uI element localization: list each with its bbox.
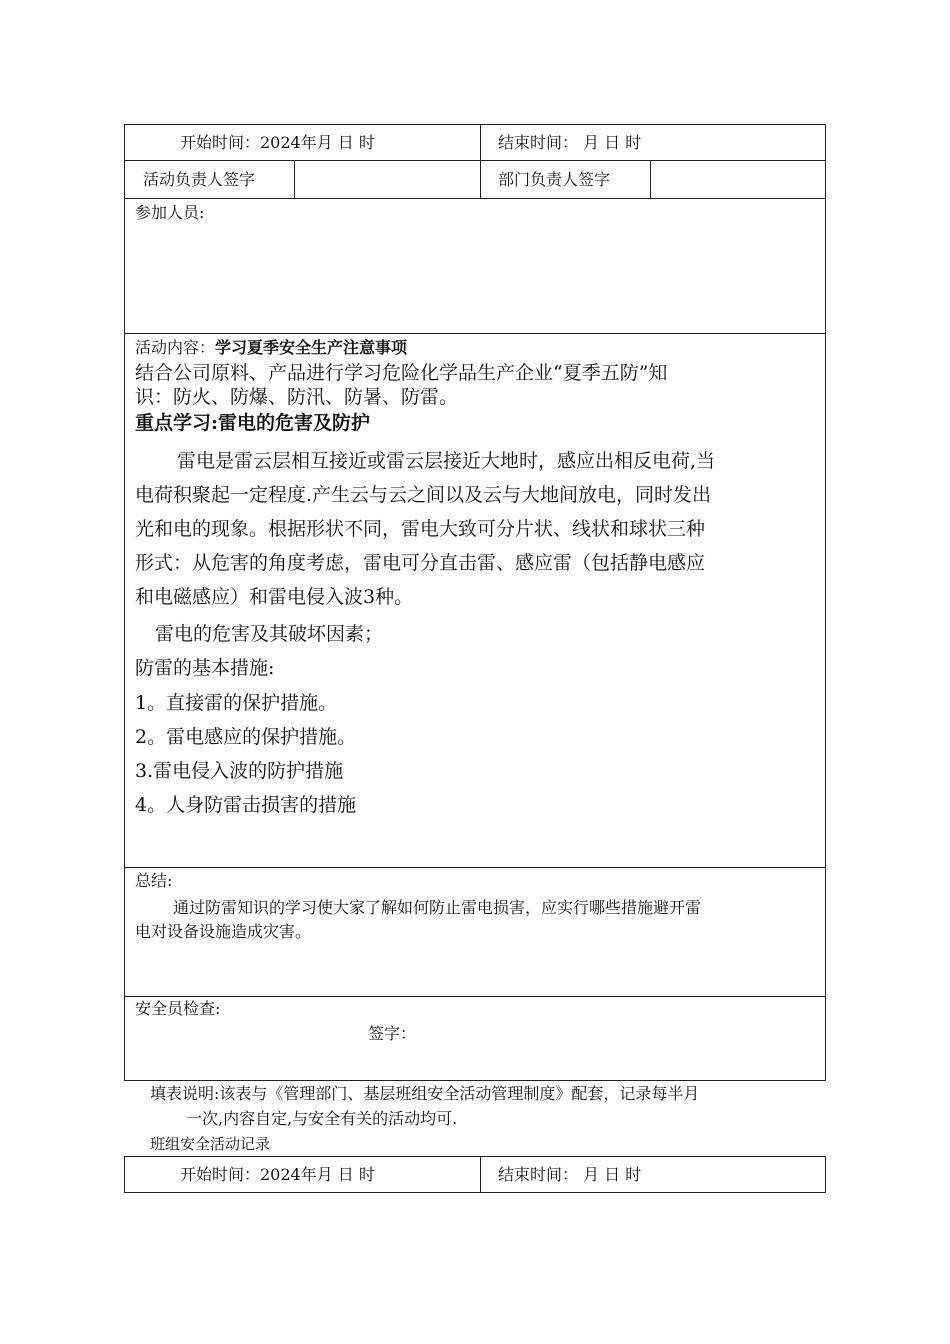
dept-sign-field[interactable]	[651, 161, 825, 197]
fill-note-line: 填表说明:该表与《管理部门、基层班组安全活动管理制度》配套，记录每半月	[150, 1084, 700, 1103]
lightning-paragraph-line: 和电磁感应）和雷电侵入波3种。	[135, 586, 414, 608]
end-time-field[interactable]: 结束时间： 月 日 时	[498, 1165, 642, 1184]
record-table	[124, 124, 826, 1081]
measure-item: 1。直接雷的保护措施。	[135, 692, 338, 714]
dept-sign-label: 部门负责人签字	[498, 170, 611, 189]
lightning-paragraph-line: 光和电的现象。根据形状不同，雷电大致可分片状、线状和球状三种	[135, 518, 706, 540]
column-divider	[480, 1157, 481, 1192]
hazards-line: 雷电的危害及其破坏因素；	[155, 623, 384, 645]
column-divider	[480, 125, 481, 198]
signature-label: 签字：	[368, 1024, 417, 1043]
row-divider	[125, 333, 825, 334]
safety-check-label: 安全员检查:	[135, 999, 221, 1018]
row-divider	[125, 996, 825, 997]
content-topic: 学习夏季安全生产注意事项	[215, 338, 408, 357]
signature-field[interactable]	[425, 1021, 805, 1049]
measure-item: 2。雷电感应的保护措施。	[135, 726, 357, 748]
start-time-field[interactable]: 开始时间：2024年月 日 时	[180, 133, 375, 152]
row-divider	[125, 198, 825, 199]
leader-sign-field[interactable]	[295, 161, 479, 197]
participants-label: 参加人员:	[135, 203, 205, 222]
focus-heading: 重点学习:雷电的危害及防护	[135, 412, 371, 434]
summary-text-line: 通过防雷知识的学习使大家了解如何防止雷电损害，应实行哪些措施避开雷	[173, 898, 702, 917]
lightning-paragraph-line: 雷电是雷云层相互接近或雷云层接近大地时，感应出相反电荷,当	[177, 450, 716, 472]
lightning-paragraph-line: 形式：从危害的角度考虑，雷电可分直击雷、感应雷（包括静电感应	[135, 552, 706, 574]
content-label-line	[135, 338, 407, 358]
leader-sign-label: 活动负责人签字	[143, 170, 256, 189]
fill-note-line: 一次,内容自定,与安全有关的活动均可.	[186, 1109, 458, 1128]
intro-line: 结合公司原料、产品进行学习危险化学品生产企业“夏季五防”知	[135, 362, 668, 384]
measure-item: 4。人身防雷击损害的措施	[135, 794, 357, 816]
form-title: 班组安全活动记录	[150, 1135, 271, 1153]
basic-measures-heading: 防雷的基本措施:	[135, 657, 275, 679]
record-table-2	[124, 1156, 826, 1193]
end-time-field[interactable]: 结束时间： 月 日 时	[498, 133, 642, 152]
intro-line: 识：防火、防爆、防汛、防暑、防雷。	[135, 386, 459, 408]
participants-field[interactable]	[126, 225, 824, 331]
summary-label: 总结:	[135, 871, 173, 890]
summary-text-line: 电对设备设施造成灾害。	[135, 922, 312, 941]
start-time-field[interactable]: 开始时间：2024年月 日 时	[180, 1165, 375, 1184]
lightning-paragraph-line: 电荷积聚起一定程度.产生云与云之间以及云与大地间放电，同时发出	[135, 484, 712, 506]
content-label: 活动内容：	[135, 338, 216, 357]
row-divider	[125, 867, 825, 868]
measure-item: 3.雷电侵入波的防护措施	[135, 760, 344, 782]
